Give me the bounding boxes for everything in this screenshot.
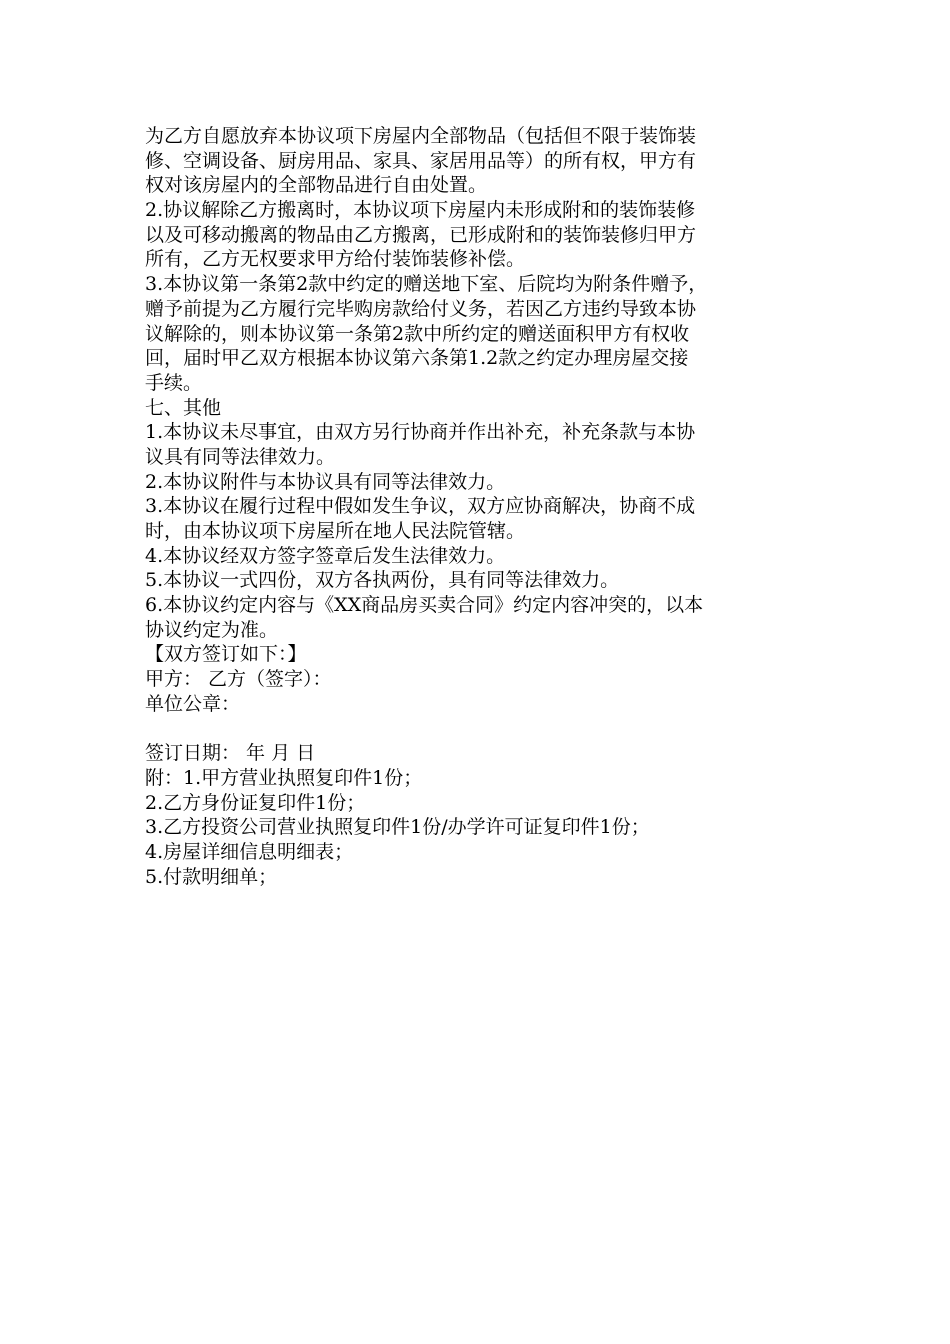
text-line: 手续。 — [145, 371, 203, 394]
text-line: 以及可移动搬离的物品由乙方搬离，已形成附和的装饰装修归甲方 — [145, 223, 697, 246]
signature-parties: 甲方： 乙方（签字）： — [145, 668, 332, 691]
attachment-item: 4.房屋详细信息明细表； — [145, 840, 354, 863]
text-line: 时，由本协议项下房屋所在地人民法院管辖。 — [145, 520, 526, 542]
signature-heading: 【双方签订如下：】 — [145, 643, 307, 666]
attachment-item: 2.乙方身份证复印件1份； — [145, 791, 366, 814]
company-seal-label: 单位公章： — [145, 692, 241, 715]
text-line: 4.本协议经双方签字签章后发生法律效力。 — [145, 544, 506, 567]
blank-line — [145, 717, 815, 742]
text-line: 修、空调设备、厨房用品、家具、家居用品等）的所有权，甲方有 — [145, 149, 697, 172]
attachment-item: 附：1.甲方营业执照复印件1份； — [145, 766, 423, 789]
signing-date: 签订日期： 年 月 日 — [145, 742, 316, 765]
section-heading: 七、其他 — [145, 396, 222, 419]
text-line: 1.本协议未尽事宜，由双方另行协商并作出补充，补充条款与本协 — [145, 421, 696, 444]
text-line: 5.本协议一式四份，双方各执两份，具有同等法律效力。 — [145, 569, 620, 592]
text-line: 3.本协议第一条第2款中约定的赠送地下室、后院均为附条件赠予， — [145, 273, 708, 296]
text-line: 2.协议解除乙方搬离时，本协议项下房屋内未形成附和的装饰装修 — [145, 199, 696, 222]
text-line: 6.本协议约定内容与《XX商品房买卖合同》约定内容冲突的，以本 — [145, 594, 704, 617]
text-line: 协议约定为准。 — [145, 618, 279, 641]
text-line: 赠予前提为乙方履行完毕购房款给付义务，若因乙方违约导致本协 — [145, 297, 697, 320]
text-line: 权对该房屋内的全部物品进行自由处置。 — [145, 174, 488, 197]
text-line: 所有，乙方无权要求甲方给付装饰装修补偿。 — [145, 248, 526, 271]
text-line: 议解除的，则本协议第一条第2款中所约定的赠送面积甲方有权收 — [145, 322, 690, 345]
attachment-item: 3.乙方投资公司营业执照复印件1份/办学许可证复印件1份； — [145, 816, 650, 839]
text-line: 2.本协议附件与本协议具有同等法律效力。 — [145, 470, 506, 493]
text-line: 为乙方自愿放弃本协议项下房屋内全部物品（包括但不限于装饰装 — [145, 125, 697, 147]
document-body — [145, 124, 815, 889]
attachment-item: 5.付款明细单； — [145, 865, 278, 888]
text-line: 3.本协议在履行过程中假如发生争议，双方应协商解决，协商不成 — [145, 495, 696, 518]
text-line: 回，届时甲乙双方根据本协议第六条第1.2款之约定办理房屋交接 — [145, 347, 689, 370]
text-line: 议具有同等法律效力。 — [145, 445, 336, 468]
